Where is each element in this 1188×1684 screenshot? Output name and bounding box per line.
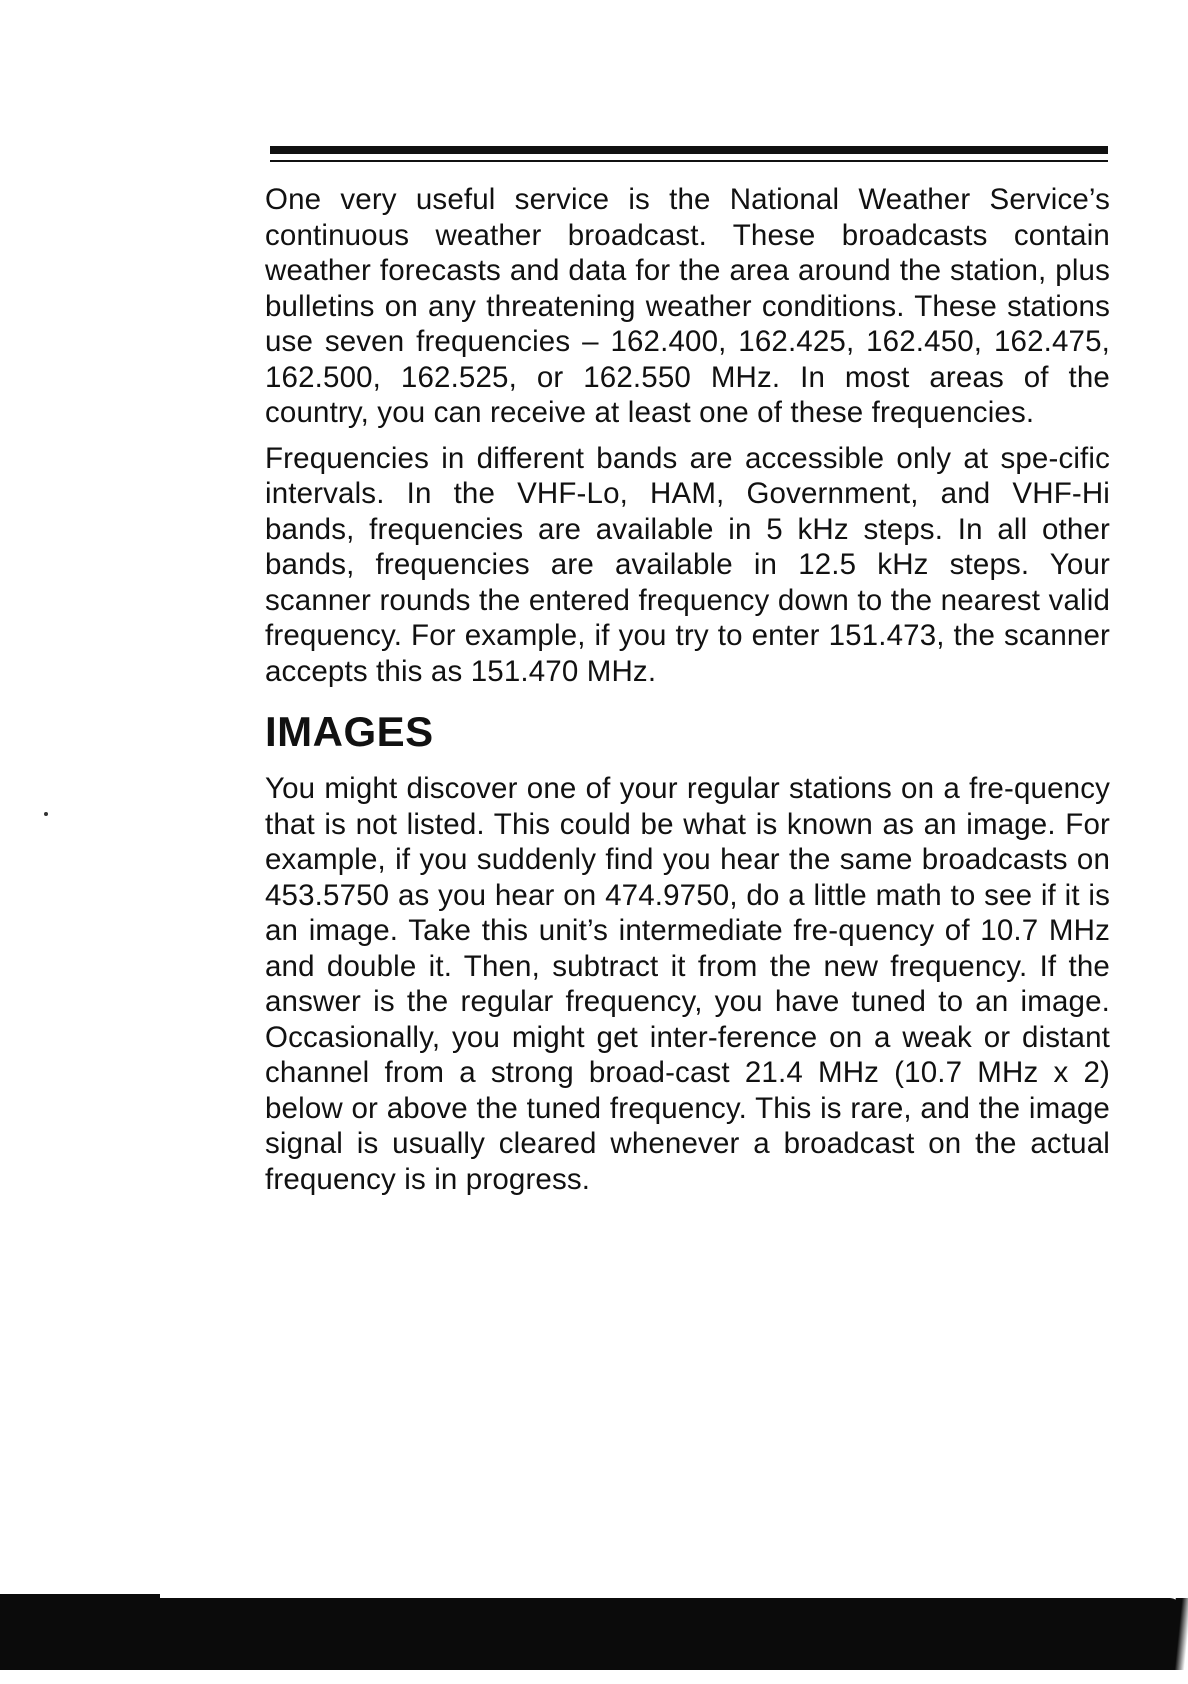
paragraph-images: You might discover one of your regular stations on a fre-quency that is not listed. This could be what is known as an image. For example, if you suddenly find you hear the same broadcasts on 453.5750 as you hear on 474.9750, do a little math to see if it is an image. Take this unit’s intermediate fre-quency of 10.7 MHz and double it. Then, subtract it from the new frequency. If the answer is the regular frequency, you have tuned to an image. Occasionally, you might get inter-ference on a weak or distant channel from a strong broad-cast 21.4 MHz (10.7 MHz x 2) below or above the tuned frequency. This is rare, and the image signal is usually cleared whenever a broadcast on the actual frequency is in progress.	[265, 772, 1110, 1196]
paragraph-weather-service: One very useful service is the National Weather Service’s continuous weather broadcast. These broadcasts contain weather forecasts and data for the area around the station, plus bulletins on any threatening weather conditions. These stations use seven frequencies – 162.400, 162.425, 162.450, 162.475, 162.500, 162.525, or 162.550 MHz. In most areas of the country, you can receive at least one of these frequencies.	[265, 183, 1110, 429]
header-rule-thick	[270, 146, 1108, 154]
footer-black-bar	[0, 1598, 1180, 1670]
paragraph-frequency-steps: Frequencies in different bands are accessible only at spe-cific intervals. In the VHF-Lo, HAM, Government, and VHF-Hi bands, frequencies are available in 5 kHz steps. In all other bands, frequencies are available in 12.5 kHz steps. Your scanner rounds the entered frequency down to the nearest valid frequency. For example, if you try to enter 151.473, the scanner accepts this as 151.470 MHz.	[265, 441, 1110, 688]
section-heading-images: IMAGES	[265, 708, 434, 755]
page-content	[265, 182, 1110, 1207]
header-rule-thin	[270, 160, 1108, 162]
scan-speck	[44, 812, 48, 816]
